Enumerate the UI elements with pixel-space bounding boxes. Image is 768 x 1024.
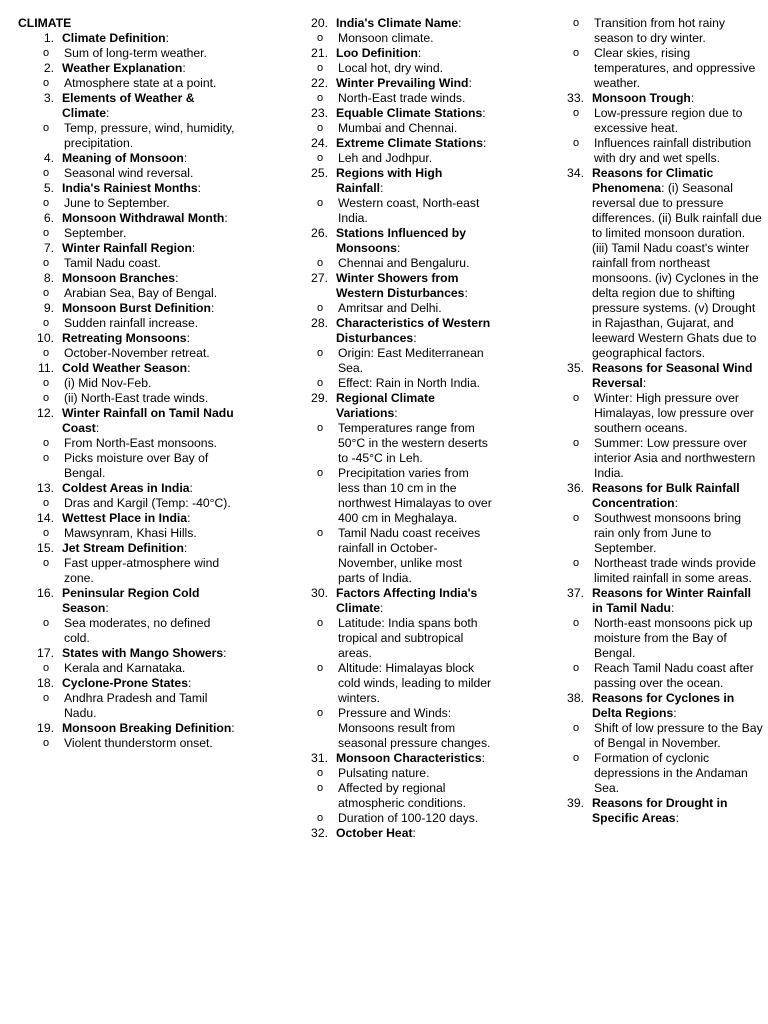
sub-bullet: o (i) Mid Nov-Feb. [18,376,236,391]
item-heading-suffix: : [673,706,677,720]
item-heading-suffix: : [191,241,196,255]
item-number: 4. [43,151,54,165]
item-heading-wrap [62,586,199,615]
item-number: 34. [567,166,584,180]
item-heading-wrap [592,361,752,390]
sub-bullet: o Tamil Nadu coast receives rainfall in October-November, unlike most parts of India. [292,526,492,586]
item-heading-wrap [336,46,421,60]
item-number: 22. [311,76,328,90]
sub-bullet: o Shift of low pressure to the Bay of Bengal in November. [548,721,763,751]
item-number: 35. [567,361,584,375]
sub-bullet: o Sudden rainfall increase. [18,316,236,331]
list-item [548,586,763,616]
item-heading: Stations Influenced by Monsoons [336,226,467,255]
item-heading-wrap [62,181,201,195]
list-item [292,106,492,121]
item-heading-suffix: : [396,241,401,255]
item-heading-wrap [62,481,193,495]
list-item [548,166,763,361]
document-title: CLIMATE [18,16,72,30]
list-item [548,691,763,721]
item-heading-wrap [62,646,227,660]
list-item [18,331,236,346]
list-item [548,91,763,106]
sub-bullet: o Summer: Low pressure over interior Asia and northwestern India. [548,436,763,481]
item-heading-suffix: : [183,541,188,555]
item-heading: Wettest Place in India [62,511,188,525]
item-heading-suffix: : [482,106,486,120]
item-heading-wrap [336,166,442,195]
item-heading-wrap [336,136,486,150]
list-item [18,586,236,616]
item-heading-suffix: : [183,151,188,165]
item-number: 36. [567,481,584,495]
item-heading-suffix: : [231,721,235,735]
item-heading: Characteristics of Western Disturbances [336,316,491,345]
item-heading: October Heat [336,826,413,840]
item-number: 33. [567,91,584,105]
item-number: 21. [311,46,328,60]
item-heading: Regions with High Rainfall [336,166,443,195]
sub-bullet: o Effect: Rain in North India. [292,376,492,391]
item-number: 5. [43,181,54,195]
item-heading-wrap [336,271,468,300]
list-item [18,676,236,691]
item-heading-wrap [336,16,462,30]
item-heading-wrap [62,31,169,45]
sub-bullet: o Origin: East Mediterranean Sea. [292,346,492,376]
list-item [292,76,492,91]
item-heading: Coldest Areas in India [62,481,190,495]
item-heading-suffix: : [224,211,228,225]
item-heading-suffix: : [412,826,416,840]
item-heading-suffix: : [417,46,422,60]
list-item [292,166,492,196]
item-number: 31. [311,751,328,765]
item-heading: Cyclone-Prone States [62,676,188,690]
item-heading-wrap [62,541,187,555]
item-heading-suffix: : [223,646,227,660]
item-heading: Elements of Weather & Climate [62,91,195,120]
list-item [18,646,236,661]
item-heading-suffix: : [674,496,678,510]
sub-bullet: o (ii) North-East trade winds. [18,391,236,406]
item-heading: Winter Showers from Western Disturbances [336,271,465,300]
sub-bullet: o Western coast, North-east India. [292,196,492,226]
item-number: 14. [37,511,54,525]
item-number: 24. [311,136,328,150]
item-heading: Cold Weather Season [62,361,188,375]
sub-bullet: o Temperatures range from 50°C in the western deserts to -45°C in Leh. [292,421,492,466]
item-heading: Winter Prevailing Wind [336,76,469,90]
item-heading: Loo Definition [336,46,418,60]
item-heading-wrap [592,91,694,105]
item-heading: Peninsular Region Cold Season [62,586,200,615]
sub-bullet: o Seasonal wind reversal. [18,166,236,181]
list-item [18,361,236,376]
item-heading: India's Climate Name [336,16,459,30]
item-heading: Meaning of Monsoon [62,151,184,165]
item-heading: Monsoon Branches [62,271,176,285]
list-item [18,511,236,526]
sub-bullet: o Pulsating nature. [292,766,492,781]
item-heading: Reasons for Drought in Specific Areas [592,796,728,825]
item-heading-suffix: : [458,16,462,30]
item-heading: Winter Rainfall on Tamil Nadu Coast [62,406,234,435]
list-item [18,61,236,76]
sub-bullet: o Dras and Kargil (Temp: -40°C). [18,496,236,511]
sub-bullet: o Affected by regional atmospheric conditions. [292,781,492,811]
item-heading-wrap [336,751,485,765]
sub-bullet: o Tamil Nadu coast. [18,256,236,271]
item-heading-suffix: : [105,601,109,615]
item-heading-suffix: : [482,136,487,150]
sub-bullet: o June to September. [18,196,236,211]
sub-bullet: o Sum of long-term weather. [18,46,236,61]
sub-bullet: o Violent thunderstorm onset. [18,736,236,751]
sub-bullet: o Sea moderates, no defined cold. [18,616,236,646]
item-heading-wrap [336,76,472,90]
item-heading: Retreating Monsoons [62,331,187,345]
sub-bullet: o Latitude: India spans both tropical and subtropical areas. [292,616,492,661]
item-number: 1. [43,31,54,45]
list-item [18,271,236,286]
item-number: 13. [37,481,54,495]
item-heading-wrap [62,241,195,255]
column-3 [548,16,763,826]
item-number: 10. [37,331,54,345]
item-heading-wrap [62,676,191,690]
item-heading-wrap [62,406,234,435]
list-item [548,361,763,391]
sub-bullet: o Kerala and Karnataka. [18,661,236,676]
sub-bullet: o Temp, pressure, wind, humidity, precipitation. [18,121,236,151]
item-heading: Monsoon Withdrawal Month [62,211,225,225]
sub-bullet: o Reach Tamil Nadu coast after passing over the ocean. [548,661,763,691]
sub-bullet: o Monsoon climate. [292,31,492,46]
item-number: 32. [311,826,328,840]
sub-bullet: o Duration of 100-120 days. [292,811,492,826]
item-heading-wrap [62,91,195,120]
item-heading: Equable Climate Stations [336,106,483,120]
item-number: 26. [311,226,328,240]
column-2 [292,16,492,841]
item-number: 23. [311,106,328,120]
list-item [292,16,492,31]
item-number: 25. [311,166,328,180]
item-heading-wrap [62,511,190,525]
item-heading: Monsoon Characteristics [336,751,482,765]
list-item [292,271,492,301]
column-1 [18,16,236,751]
item-heading-wrap [592,796,727,825]
item-heading-wrap [336,391,435,420]
sub-bullet: o Andhra Pradesh and Tamil Nadu. [18,691,236,721]
item-heading-wrap [62,301,214,315]
sub-bullet: o Local hot, dry wind. [292,61,492,76]
sub-bullet: o North-East trade winds. [292,91,492,106]
list-item [18,31,236,46]
item-number: 39. [567,796,584,810]
item-number: 37. [567,586,584,600]
item-number: 9. [43,301,54,315]
sub-bullet: o Chennai and Bengaluru. [292,256,492,271]
item-number: 8. [43,271,54,285]
item-heading-wrap [336,316,490,345]
list-item [18,541,236,556]
item-number: 20. [311,16,328,30]
sub-bullet: o Northeast trade winds provide limited rainfall in some areas. [548,556,763,586]
list-item [18,151,236,166]
item-heading-suffix: : [186,331,190,345]
list-item [292,136,492,151]
sub-bullet: o Altitude: Himalayas block cold winds, leading to milder winters. [292,661,492,706]
item-heading-wrap [592,691,734,720]
list-item [18,241,236,256]
item-number: 7. [43,241,54,255]
sub-bullet: o Picks moisture over Bay of Bengal. [18,451,236,481]
item-number: 6. [43,211,54,225]
sub-bullet: o October-November retreat. [18,346,236,361]
list-item [292,46,492,61]
item-number: 16. [37,586,54,600]
item-number: 18. [37,676,54,690]
item-heading: States with Mango Showers [62,646,224,660]
item-heading: Reasons for Seasonal Wind Reversal [592,361,753,390]
list-item [18,91,236,121]
item-heading-wrap [592,586,751,615]
item-heading-suffix: : [380,601,384,615]
item-heading-suffix: : [210,301,215,315]
item-heading-wrap [592,166,762,360]
sub-bullet: o Influences rainfall distribution with dry and wet spells. [548,136,763,166]
item-heading-wrap [592,481,740,510]
list-item [18,301,236,316]
item-heading: Regional Climate Variations [336,391,435,420]
sub-bullet: o Amritsar and Delhi. [292,301,492,316]
list-item [548,796,763,826]
item-heading-suffix: : [182,61,186,75]
sub-bullet: o Clear skies, rising temperatures, and oppressive weather. [548,46,763,91]
item-heading-wrap [336,586,477,615]
item-heading: Reasons for Winter Rainfall in Tamil Nadu [592,586,752,615]
item-heading-suffix: : [481,751,485,765]
item-heading-suffix: : [189,481,193,495]
item-heading-wrap [62,151,187,165]
item-number: 15. [37,541,54,555]
list-item [18,211,236,226]
item-heading: Winter Rainfall Region [62,241,192,255]
item-heading-suffix: : [468,76,472,90]
item-heading-suffix: : [675,811,679,825]
item-heading-suffix: : [187,676,192,690]
sub-bullet: o Low-pressure region due to excessive heat. [548,106,763,136]
list-item [292,586,492,616]
sub-bullet: o Leh and Jodhpur. [292,151,492,166]
sub-bullet: o Mumbai and Chennai. [292,121,492,136]
item-number: 30. [311,586,328,600]
item-heading: India's Rainiest Months [62,181,198,195]
item-number: 28. [311,316,328,330]
item-heading-wrap [336,826,416,840]
item-heading-suffix: : [175,271,179,285]
list-item [292,316,492,346]
sub-bullet: o Winter: High pressure over Himalayas, low pressure over southern oceans. [548,391,763,436]
item-heading-suffix: : [380,181,384,195]
item-number: 29. [311,391,328,405]
item-heading-suffix: : [187,361,191,375]
item-heading: Monsoon Burst Definition [62,301,211,315]
item-heading-wrap [62,721,235,735]
sub-bullet: o Arabian Sea, Bay of Bengal. [18,286,236,301]
item-heading: Reasons for Bulk Rainfall Concentration [592,481,740,510]
item-heading-wrap [336,226,466,255]
list-item [18,721,236,736]
list-item [292,391,492,421]
sub-bullet: o Atmosphere state at a point. [18,76,236,91]
sub-bullet: o Formation of cyclonic depressions in the Andaman Sea. [548,751,763,796]
sub-bullet: o Precipitation varies from less than 10 cm in the northwest Himalayas to over 400 cm in Meghalaya. [292,466,492,526]
sub-bullet: o Transition from hot rainy season to dry winter. [548,16,763,46]
item-heading: Extreme Climate Stations [336,136,483,150]
list-item [292,226,492,256]
item-heading-suffix: : [165,31,169,45]
item-heading: Jet Stream Definition [62,541,184,555]
sub-bullet: o North-east monsoons pick up moisture from the Bay of Bengal. [548,616,763,661]
item-heading: Factors Affecting India's Climate [336,586,478,615]
sub-bullet: o Southwest monsoons bring rain only from June to September. [548,511,763,556]
item-heading-wrap [62,211,228,225]
list-item [18,181,236,196]
sub-bullet: o Fast upper-atmosphere wind zone. [18,556,236,586]
list-item [18,481,236,496]
sub-bullet: o Mawsynram, Khasi Hills. [18,526,236,541]
item-number: 17. [37,646,54,660]
sub-bullet: o From North-East monsoons. [18,436,236,451]
item-heading: Monsoon Breaking Definition [62,721,232,735]
sub-bullet: o September. [18,226,236,241]
item-heading: Weather Explanation [62,61,183,75]
item-heading-wrap [336,106,486,120]
item-heading-wrap [62,361,190,375]
item-number: 38. [567,691,584,705]
item-heading: Reasons for Cyclones in Delta Regions [592,691,735,720]
item-number: 3. [43,91,54,105]
item-number: 19. [37,721,54,735]
item-heading-suffix: : [690,91,695,105]
item-heading-suffix: : [394,406,398,420]
item-heading-suffix: : [464,286,468,300]
item-heading-suffix: : [671,601,675,615]
item-heading-wrap [62,61,186,75]
item-heading: Climate Definition [62,31,166,45]
sub-bullet: o Pressure and Winds: Monsoons result from seasonal pressure changes. [292,706,492,751]
item-heading-suffix: : [95,421,100,435]
list-item [548,481,763,511]
item-number: 12. [37,406,54,420]
item-heading-wrap [62,271,178,285]
item-heading-suffix: : [197,181,202,195]
item-heading: Reasons for Climatic Phenomena [592,166,714,195]
item-heading: Monsoon Trough [592,91,691,105]
item-number: 27. [311,271,328,285]
item-heading-wrap [62,331,190,345]
item-heading-suffix: : [106,106,110,120]
item-heading-suffix: : [413,331,417,345]
list-item [292,826,492,841]
item-heading-suffix: : [642,376,647,390]
item-number: 2. [43,61,54,75]
item-heading-suffix: : (i) Seasonal reversal due to pressure differences. (ii) Bulk rainfall due to limited monsoon duration. (iii) Tamil Nadu coast's winter rainfall from northeast monsoons. (iv) Cyclones in the delta region due to shifting pressure systems. (v) Drought in Rajasthan, Gujarat, and leeward Western Ghats due to geographical factors. [592,181,762,360]
list-item [292,751,492,766]
item-heading-suffix: : [187,511,191,525]
item-number: 11. [37,361,54,375]
list-item [18,406,236,436]
